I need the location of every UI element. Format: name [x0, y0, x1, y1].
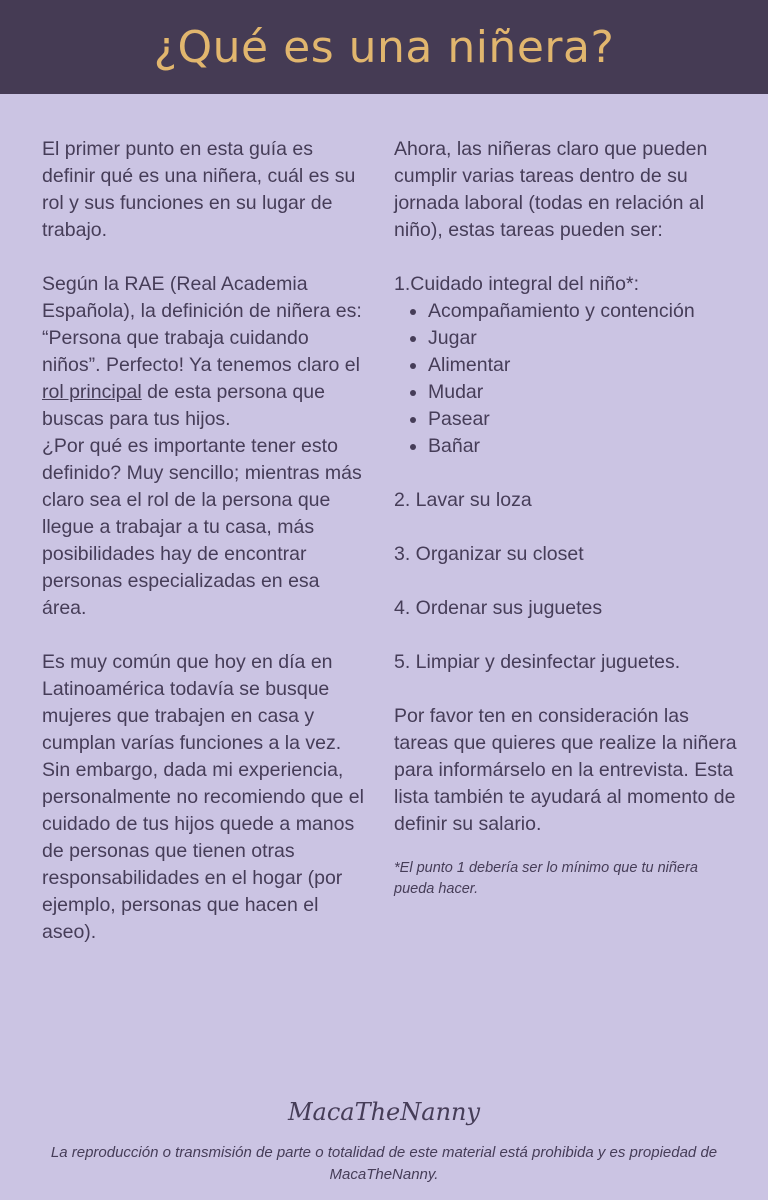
list-item: • Acompañamiento y contención: [428, 298, 740, 325]
list-item: • Alimentar: [428, 352, 740, 379]
paragraph-closing: Por favor ten en consideración las tareas que quieres que realize la niñera para informárselo en la entrevista. Esta lista también te ayudará al momento de definir su salario.: [394, 705, 737, 835]
task-2: 2. Lavar su loza: [394, 489, 532, 511]
paragraph-latam: Es muy común que hoy en día en Latinoamérica todavía se busque mujeres que trabajen en casa y cumplan varías funciones a la vez. Sin embargo, dada mi experiencia, personalmente no recomiendo que el cuidado de tus hijos quede a manos de personas que tienen otras responsabilidades en el hogar (por ejemplo, personas que hacen el aseo).: [42, 651, 364, 943]
rol-principal-link[interactable]: rol principal: [42, 381, 142, 403]
task-4: 4. Ordenar sus juguetes: [394, 597, 603, 619]
footnote: *El punto 1 debería ser lo mínimo que tu niñera pueda hacer.: [394, 860, 698, 897]
header-bar: [0, 0, 768, 94]
definition-text-end: de esta persona que buscas para tus hijos.: [42, 381, 325, 430]
right-column: [394, 136, 740, 900]
list-item: • Pasear: [428, 406, 740, 433]
paragraph-tasks-intro: Ahora, las niñeras claro que pueden cumplir varias tareas dentro de su jornada laboral (todas en relación al niño), estas tareas pueden ser:: [394, 138, 708, 241]
definition-text: Según la RAE (Real Academia Española), la definición de niñera es: “Persona que trabaja cuidando niños”. Perfecto! Ya tenemos claro el: [42, 273, 362, 376]
list-item: • Jugar: [428, 325, 740, 352]
task-3: 3. Organizar su closet: [394, 543, 584, 565]
task-5: 5. Limpiar y desinfectar juguetes.: [394, 651, 681, 673]
paragraph-importance: ¿Por qué es importante tener esto definido? Muy sencillo; mientras más claro sea el rol de la persona que llegue a trabajar a tu casa, más posibilidades hay de encontrar personas especializadas en esa área.: [42, 435, 362, 619]
page-title: ¿Qué es una niñera?: [153, 21, 615, 73]
list-item: • Mudar: [428, 379, 740, 406]
brand-signature: MacaTheNanny: [287, 1098, 481, 1126]
left-column: [42, 136, 366, 946]
copyright-notice: La reproducción o transmisión de parte o totalidad de este material está prohibida y es propiedad de MacaTheNanny.: [50, 1144, 718, 1183]
task-1-list: [394, 298, 740, 460]
task-1: 1.Cuidado integral del niño*:: [394, 273, 640, 295]
list-item: • Bañar: [428, 433, 740, 460]
paragraph-definition: [42, 271, 366, 433]
paragraph-intro: El primer punto en esta guía es definir qué es una niñera, cuál es su rol y sus funciones en su lugar de trabajo.: [42, 138, 356, 241]
